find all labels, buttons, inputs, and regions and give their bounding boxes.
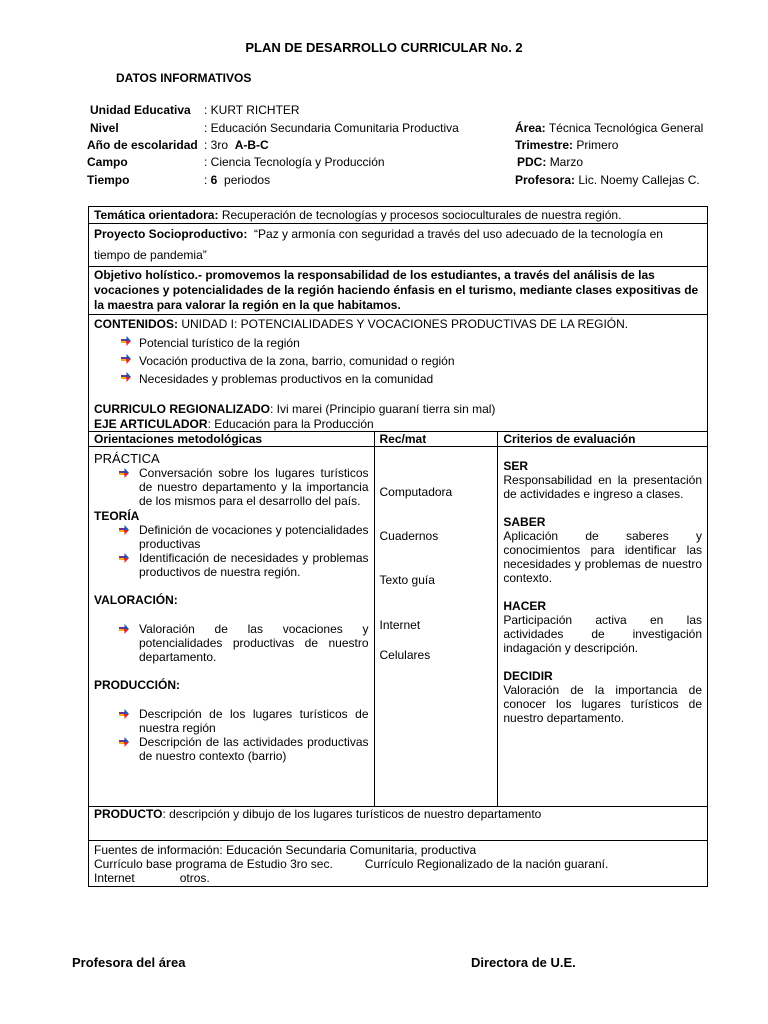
fuentes-row: Fuentes de información: Educación Secundaria Comunitaria, productiva Currículo base programa de Estudio 3ro sec. Currículo Regionalizado de la nación guaraní. Internet otros. [89,841,708,887]
teoria-heading: TEORÍA [94,509,140,523]
document-title: PLAN DE DESARROLLO CURRICULAR No. 2 [245,40,523,55]
list-item: Conversación sobre los lugares turísticos de nuestro departamento y la importancia de los mismos para el desarrollo del país. [94,466,369,508]
arrow-bullet-icon [121,354,131,364]
contenidos-row: CONTENIDOS: UNIDAD I: POTENCIALIDADES Y VOCACIONES PRODUCTIVAS DE LA REGIÓN. Potencial turístico de la región Vocación productiva de la zona, barrio, comunidad o región Necesidades y problemas productivos en la comunidad CURRICULO REGIONALIZADO: Ivi marei (Principio guaraní tierra sin mal) EJE ARTICULADOR: Educación para la Producción [89,315,708,432]
list-item: Valoración de las vocaciones y potencialidades productivas de nuestro departamento. [94,622,369,664]
label-nivel: Nivel [90,121,119,135]
section-heading-datos: DATOS INFORMATIVOS [116,71,252,85]
producto-row: PRODUCTO: descripción y dibujo de los lugares turísticos de nuestro departamento [89,807,708,841]
value-anio: : 3ro A-B-C [204,138,269,152]
list-item: Vocación productiva de la zona, barrio, comunidad o región [94,352,702,370]
practica-heading: PRÁCTICA [94,451,160,466]
column-header: Criterios de evaluación [498,432,708,447]
list-item: Identificación de necesidades y problemas productivos de nuestra región. [94,551,369,579]
column-header: Orientaciones metodológicas [89,432,375,447]
resource-item: Computadora [379,485,453,499]
resource-item: Texto guía [379,573,435,587]
criterio-saber: SABER Aplicación de saberes y conocimientos para identificar las necesidades y problemas de nuestro contexto. [503,515,702,585]
arrow-bullet-icon [119,709,129,719]
criterio-hacer: HACER Participación activa en las actividades de investigación indagación y descripción. [503,599,702,655]
arrow-bullet-icon [119,525,129,535]
value-campo: : Ciencia Tecnología y Producción [204,155,385,169]
signature-directora: Directora de U.E. [471,955,576,970]
tematica-row: Temática orientadora: Recuperación de tecnologías y procesos socioculturales de nuestra región. [89,207,708,224]
field-area: Área: Técnica Tecnológica General [515,121,704,135]
arrow-bullet-icon [121,372,131,382]
signature-profesora: Profesora del área [72,955,186,970]
resource-item: Celulares [379,648,431,662]
field-pdc: PDC: Marzo [517,155,584,169]
criterio-ser: SER Responsabilidad en la presentación de actividades e ingreso a clases. [503,459,702,501]
label-anio: Año de escolaridad [87,138,198,152]
recursos-cell [374,447,498,807]
teoria-list [94,523,369,579]
field-profesora: Profesora: Lic. Noemy Callejas C. [515,173,700,187]
arrow-bullet-icon [119,624,129,634]
list-item: Necesidades y problemas productivos en la comunidad [94,370,702,388]
objetivo-row: Objetivo holístico.- promovemos la responsabilidad de los estudiantes, a través del análisis de las vocaciones y potencialidades de la región haciendo énfasis en el turismo, mediante clases expositivas de la maestra para valorar la región en la que habitamos. [89,267,708,315]
list-item: Descripción de las actividades productivas de nuestro contexto (barrio) [94,735,369,763]
valoracion-heading: VALORACIÓN: [94,593,178,607]
value-unidad: : KURT RICHTER [204,103,300,117]
contenidos-list [94,334,702,388]
value-tiempo: : 6 periodos [204,173,271,187]
list-item: Potencial turístico de la región [94,334,702,352]
field-trimestre: Trimestre: Primero [515,138,619,152]
arrow-bullet-icon [121,336,131,346]
arrow-bullet-icon [119,553,129,563]
resource-item: Internet [379,618,421,632]
resource-item: Cuadernos [379,529,439,543]
list-item: Definición de vocaciones y potencialidades productivas [94,523,369,551]
proyecto-row: Proyecto Socioproductivo: “Paz y armonía con seguridad a través del uso adecuado de la tecnología en tiempo de pandemia” [89,224,708,267]
produccion-heading: PRODUCCIÓN: [94,678,180,692]
orientaciones-cell [89,447,375,807]
label-tiempo: Tiempo [87,173,130,187]
plan-table [88,206,708,887]
arrow-bullet-icon [119,737,129,747]
label-unidad: Unidad Educativa [90,103,191,117]
criterios-cell [498,447,708,807]
value-nivel: : Educación Secundaria Comunitaria Productiva [204,121,459,135]
criterio-decidir: DECIDIR Valoración de la importancia de conocer los lugares turísticos de nuestro departamento. [503,669,702,725]
valoracion-list [94,622,369,664]
produccion-list [94,707,369,763]
practica-list [94,466,369,508]
column-header: Rec/mat [374,432,498,447]
list-item: Descripción de los lugares turísticos de nuestra región [94,707,369,735]
arrow-bullet-icon [119,468,129,478]
label-campo: Campo [87,155,128,169]
